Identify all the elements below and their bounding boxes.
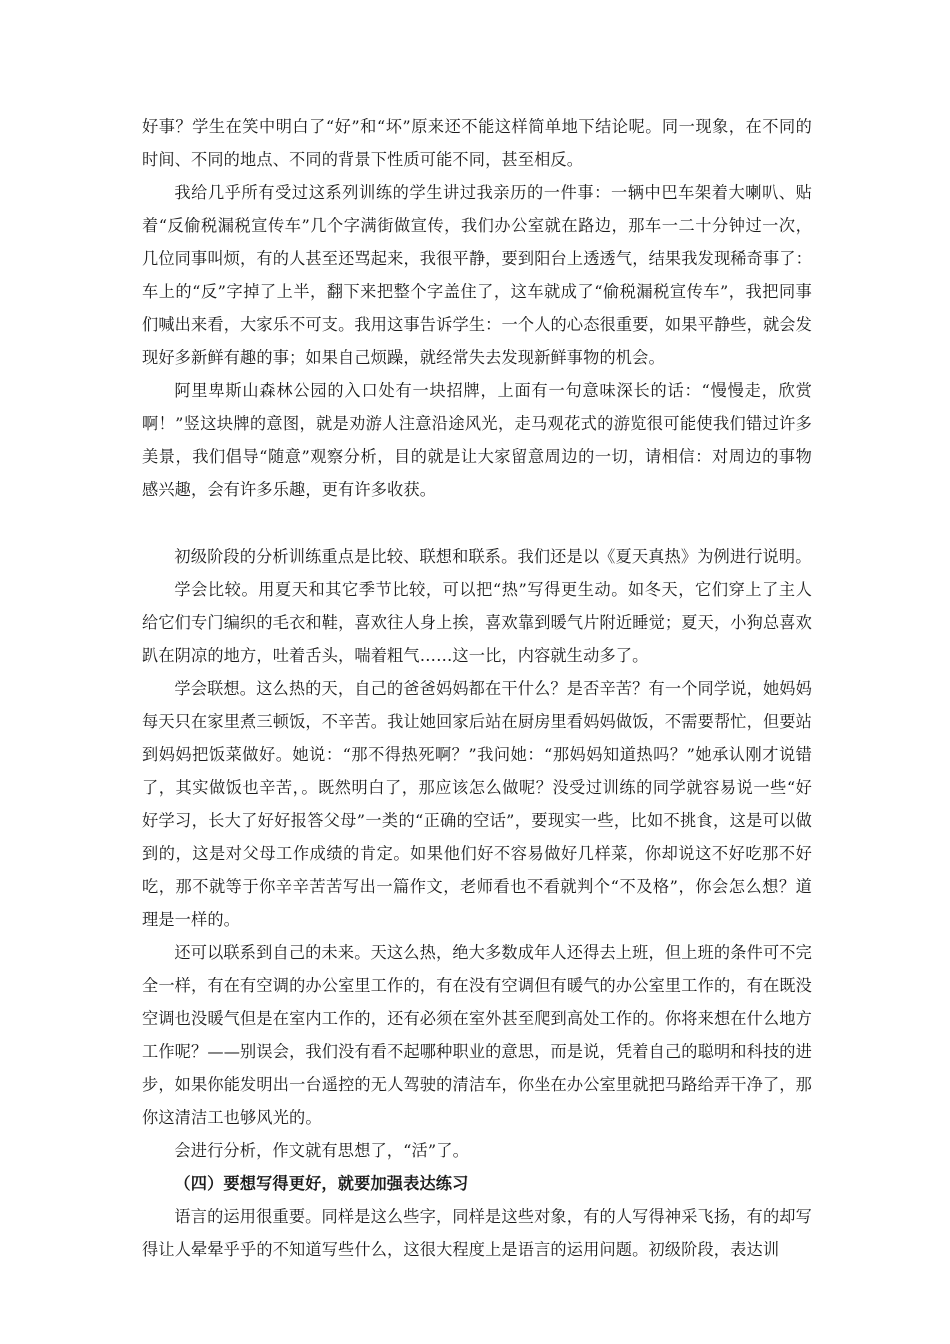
- paragraph-continuation: 好事？学生在笑中明白了“好”和“坏”原来还不能这样简单地下结论呢。同一现象，在不同的时间、不同的地点、不同的背景下性质可能不同，甚至相反。: [142, 117, 812, 169]
- section-heading: （四）要想写得更好，就要加强表达练习: [174, 1174, 469, 1193]
- document-body: [142, 110, 812, 1266]
- paragraph-language: 语言的运用很重要。同样是这么些字，同样是这些对象，有的人写得神采飞扬，有的却写得让人晕晕乎乎的不知道写些什么，这很大程度上是语言的运用问题。初级阶段，表达训: [142, 1207, 812, 1259]
- paragraph-associate: 学会联想。这么热的天，自己的爸爸妈妈都在干什么？是否辛苦？有一个同学说，她妈妈每天只在家里煮三顿饭，不辛苦。我让她回家后站在厨房里看妈妈做饭，不需要帮忙，但要站到妈妈把饭菜做好。她说：“那不得热死啊？”我问她：“那妈妈知道热吗？”她承认刚才说错了，其实做饭也辛苦，。既然明白了，那应该怎么做呢？没受过训练的同学就容易说一些“好好学习，长大了好好报答父母”一类的“正确的空话”，要现实一些，比如不挑食，这是可以做到的，这是对父母工作成绩的肯定。如果他们好不容易做好几样菜，你却说这不好吃那不好吃，那不就等于你辛辛苦苦写出一篇作文，老师看也不看就判个“不及格”，你会怎么想？道理是一样的。: [142, 679, 812, 929]
- paragraph-future: 还可以联系到自己的未来。天这么热，绝大多数成年人还得去上班，但上班的条件可不完全一样，有在有空调的办公室里工作的，有在没有空调但有暖气的办公室里工作的，有在既没空调也没暖气但是在室内工作的，还有必须在室外甚至爬到高处工作的。你将来想在什么地方工作呢？——别误会，我们没有看不起哪种职业的意思，而是说，凭着自己的聪明和科技的进步，如果你能发明出一台遥控的无人驾驶的清洁车，你坐在办公室里就把马路给弄干净了，那你这清洁工也够风光的。: [142, 943, 812, 1127]
- paragraph-compare: 学会比较。用夏天和其它季节比较，可以把“热”写得更生动。如冬天，它们穿上了主人给它们专门编织的毛衣和鞋，喜欢往人身上挨，喜欢靠到暖气片附近睡觉；夏天，小狗总喜欢趴在阴凉的地方，吐着舌头，喘着粗气……这一比，内容就生动多了。: [142, 580, 812, 665]
- paragraph-conclusion: 会进行分析，作文就有思想了，“活”了。: [174, 1141, 469, 1160]
- paragraph-alps-sign: 阿里卑斯山森林公园的入口处有一块招牌，上面有一句意味深长的话：“慢慢走，欣赏啊！”竖这块牌的意图，就是劝游人注意沿途风光，走马观花式的游览很可能使我们错过许多美景，我们倡导“随意”观察分析，目的就是让大家留意周边的一切，请相信：对周边的事物感兴趣，会有许多乐趣，更有许多收获。: [142, 381, 812, 499]
- paragraph-bus-story: 我给几乎所有受过这系列训练的学生讲过我亲历的一件事：一辆中巴车架着大喇叭、贴着“反偷税漏税宣传车”几个字满街做宣传，我们办公室就在路边，那车一二十分钟过一次，几位同事叫烦，有的人甚至还骂起来，我很平静，要到阳台上透透气，结果我发现稀奇事了：车上的“反”字掉了上半，翻下来把整个字盖住了，这车就成了“偷税漏税宣传车”，我把同事们喊出来看，大家乐不可支。我用这事告诉学生：一个人的心态很重要，如果平静些，就会发现好多新鲜有趣的事；如果自己烦躁，就经常失去发现新鲜事物的机会。: [142, 183, 812, 367]
- paragraph-analysis-intro: 初级阶段的分析训练重点是比较、联想和联系。我们还是以《夏天真热》为例进行说明。: [174, 547, 812, 566]
- paragraph-gap: [142, 506, 812, 540]
